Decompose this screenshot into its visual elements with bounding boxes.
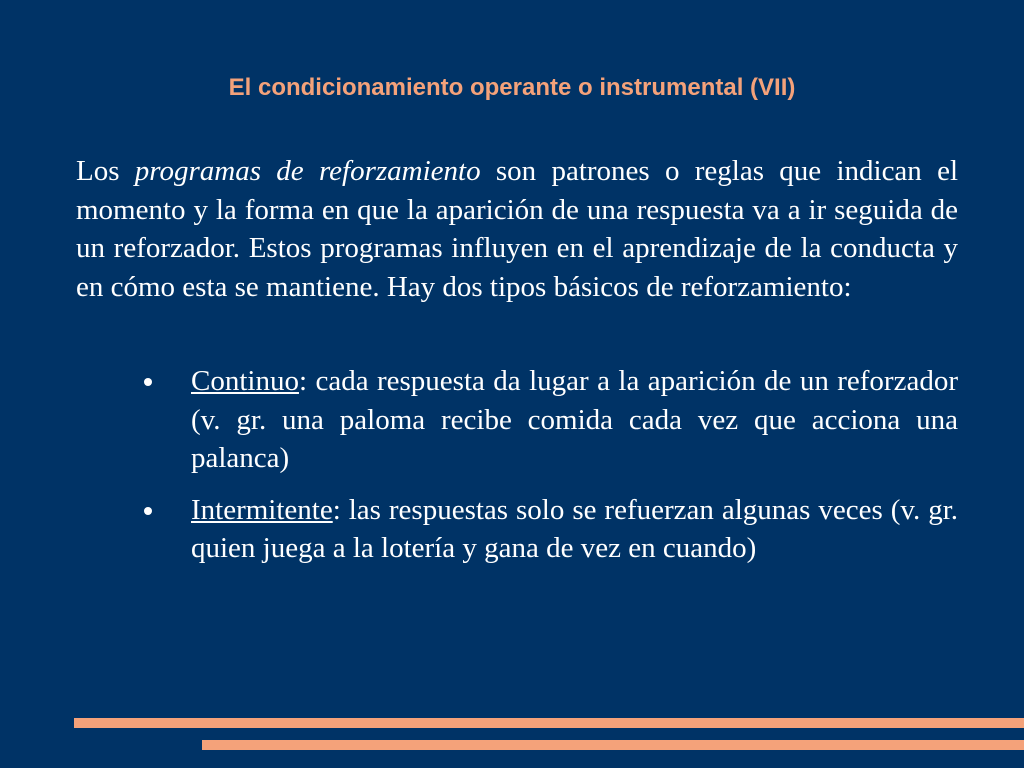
bullet-list	[140, 362, 958, 581]
intro-paragraph	[76, 152, 958, 306]
bullet-item-intermitente	[140, 491, 958, 568]
bullet-item-continuo	[140, 362, 958, 478]
slide-title: El condicionamiento operante o instrumental (VII)	[228, 74, 796, 101]
intro-lead: Los	[76, 155, 135, 187]
bullet-dot-icon	[144, 507, 152, 515]
bullet-text: : cada respuesta da lugar a la aparición de un reforzador (v. gr. una paloma recibe comida cada vez que acciona una palanca)	[191, 365, 958, 474]
bullet-term: Continuo	[191, 365, 299, 397]
bullet-term: Intermitente	[191, 493, 333, 526]
decorative-bar-top	[74, 718, 1024, 728]
bullet-text: : las respuestas solo se refuerzan algunas veces (v. gr. quien juega a la lotería y gana de vez en cuando)	[191, 493, 958, 564]
decorative-bar-bottom	[202, 740, 1024, 750]
intro-rest: son patrones o reglas que indican el momento y la forma en que la aparición de una respuesta va a ir seguida de un reforzador. Estos programas influyen en el aprendizaje de la conducta y en cómo esta se mantiene. Hay dos tipos básicos de reforzamiento:	[76, 155, 959, 303]
bullet-dot-icon	[144, 378, 152, 386]
intro-emphasis: programas de reforzamiento	[134, 155, 481, 187]
